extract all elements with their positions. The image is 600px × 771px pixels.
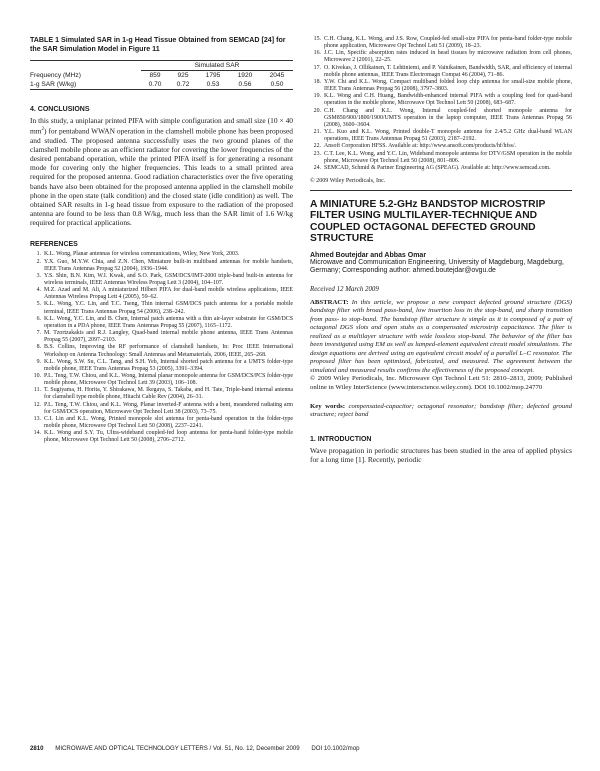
reference-text: K.L. Wong and C.H. Huang, Bandwidth-enhanced internal PIFA with a coupling feed for quad-band operation in the mobile phone, Microwave Opt Technol Lett 50 (2008), 683–687. <box>324 93 572 107</box>
reference-item <box>310 93 572 107</box>
reference-number: 2. <box>36 258 41 265</box>
page-footer <box>30 745 572 752</box>
doi: DOI 10.1002/mop <box>311 745 360 752</box>
reference-item <box>30 251 293 258</box>
sar-table <box>30 60 293 90</box>
reference-item <box>30 330 293 344</box>
page-number: 2810 <box>30 745 44 752</box>
reference-number: 1. <box>36 251 41 258</box>
table-cell: 1795 <box>205 72 221 79</box>
reference-item <box>310 79 572 93</box>
reference-text: K.L. Wong and S.Y. Tu, Ultra-wideband coupled-fed loop antenna for penta-band folder-type mobile phone, Microwave Opt Technol Lett 50 (2008), 2706–2712. <box>44 430 293 444</box>
reference-text: K.L. Wong, Y.C. Lin, and T.C. Tseng, Thin internal GSM/DCS patch antenna for a portable mobile terminal, IEEE Trans Antennas Propag 54 (2006), 238–242. <box>44 301 293 315</box>
reference-number: 3. <box>36 272 41 279</box>
reference-number: 9. <box>36 358 41 365</box>
reference-number: 7. <box>36 330 41 337</box>
journal-info: MICROWAVE AND OPTICAL TECHNOLOGY LETTERS / Vol. 51, No. 12, December 2009 <box>55 745 300 752</box>
table-cell: 0.53 <box>197 80 229 90</box>
reference-text: Y.L. Kuo and K.L. Wong, Printed double-T monopole antenna for 2.4/5.2 GHz dual-band WLAN operations, IEEE Trans Antennas Propag 51 (2003), 2187–2192. <box>324 129 572 143</box>
reference-item <box>310 65 572 79</box>
reference-item <box>310 165 572 172</box>
reference-item <box>30 430 293 444</box>
reference-text: Y.W. Chi and K.L. Wong, Compact multiband folded loop chip antenna for small-size mobile phone, IEEE Trans Antennas Propag 56 (2008), 3797–3803. <box>324 78 572 93</box>
reference-item <box>30 273 293 287</box>
reference-number: 16. <box>313 50 321 57</box>
reference-item <box>30 287 293 301</box>
reference-number: 19. <box>313 93 321 100</box>
reference-text: O. Kivekas, J. Ollikainen, T. Lehtiniemi, and P. Vainikainen, Bandwidth, SAR, and efficiency of internal mobile phone antennas, IEEE Trans Electromagn Compat 46 (2004), 71–86. <box>324 64 572 78</box>
row-label: 1-g SAR (W/kg) <box>30 80 141 90</box>
reference-text: J.C. Lin, Specific absorption rates induced in head tissues by microwave radiation from cell phones, Microwave 2 (2001), 22–25. <box>324 50 572 64</box>
table-cell: 0.72 <box>169 80 197 90</box>
reference-number: 8. <box>36 344 41 351</box>
intro-heading: 1. INTRODUCTION <box>310 435 372 443</box>
reference-number: 15. <box>313 36 321 42</box>
reference-text: SEMCAD, Schmid & Partner Engineering AG (SPEAG). Available at: http://www.semcad.com. <box>324 164 551 171</box>
reference-text: Y.S. Shin, B.N. Kim, W.I. Kwak, and S.O. Park, GSM/DCS/IMT-2000 triple-band built-in antenna for wireless terminals, IEEE Antennas Wireless Propag Lett 3 (2004), 104–107. <box>44 272 293 286</box>
table-cell: 859 <box>149 72 161 79</box>
article-title: A MINIATURE 5.2-GHz BANDSTOP MICROSTRIP FILTER USING MULTILAYER-TECHNIQUE AND COUPLED OCTAGONAL DEFECTED GROUND STRUCTURE <box>310 198 546 244</box>
reference-number: 13. <box>33 415 41 422</box>
reference-text: Y.X. Guo, M.Y.W. Chia, and Z.N. Chen, Miniature built-in multiband antennas for mobile handsets, IEEE Trans Antennas Propag 52 (2004), 1936–1944. <box>44 258 293 272</box>
reference-item <box>30 402 293 416</box>
table-row <box>30 71 293 81</box>
table-cell: 0.70 <box>141 80 169 90</box>
reference-text: K.L. Wong, Y.C. Lin, and B. Chen, Internal patch antenna with a thin air-layer substrate for GSM/DCS operation in a PDA phone, IEEE Trans Antennas Propag 55 (2007), 1165–1172. <box>44 315 293 329</box>
reference-number: 20. <box>313 107 321 114</box>
reference-text: P.L. Teng, T.W. Chiou, and K.L. Wong, Planar inverted-F antenna with a bent, meandered radiating arm for GSM/DCS operation, Microwave Opt Technol Lett 38 (2003), 73–75. <box>44 401 293 415</box>
references-list-left <box>30 251 293 444</box>
reference-number: 4. <box>36 287 41 294</box>
abstract: ABSTRACT: In this article, we propose a new compact defected ground structure (DGS) bandstop filter with broad pass-band, low insertion loss in the stop-band, and sharp transition from pass- to stop-band. The bandstop filter structure is simple as it is composed of a pair of octagonal DGS slots and open stubs as a compensated microstrip capacitance. The filter is realized as a multilayer structure with wide lossless stop-band. The behavior of the filter has been investigated using EM as well as lumped-element equivalent circuit model simulations. The design equations are derived using an equivalent circuit model of a parallel L–C resonator. The proposed filter has been optimized, fabricated, and measured. The agreement between the simulated and measured results confirms the effectiveness of the proposed concept. © 2009 Wiley Periodicals, Inc. Microwave Opt Technol Lett 51: 2810–2813, 2009; Published online in Wiley InterScience (www.interscience.wiley.com). DOI 10.1002/mop.24770 <box>310 298 573 392</box>
article-authors: Ahmed Boutejdar and Abbas Omar <box>310 252 427 260</box>
reference-number: 14. <box>33 430 41 437</box>
left-column <box>30 36 293 445</box>
reference-item <box>30 344 293 358</box>
conclusions-heading: 4. CONCLUSIONS <box>30 106 90 113</box>
reference-number: 6. <box>36 315 41 322</box>
reference-number: 11. <box>33 387 41 394</box>
keywords: Key words: compensated-capacitor; octagonal resonator; bandstop filter; defected ground structure; reject band <box>310 402 572 419</box>
reference-number: 22. <box>313 143 321 150</box>
reference-text: M.Z. Azad and M. Ali, A miniaturized Hilbert PIFA for dual-band mobile wireless applications, IEEE Antennas Wireless Propag Lett 4 (2005), 59–62. <box>44 287 293 301</box>
reference-text: Ansoft Corporation HFSS. Available at: http://www.ansoft.com/products/hf/hfss/. <box>324 143 517 150</box>
reference-number: 12. <box>33 401 41 408</box>
reference-item <box>310 129 572 143</box>
article-divider <box>310 190 572 191</box>
reference-text: K.L. Wong, S.W. Su, C.L. Tang, and S.H. Yeh, Internal shorted patch antenna for a UMTS folder-type mobile phone, IEEE Trans Antennas Propag 53 (2005), 3391–3394. <box>44 358 293 372</box>
reference-item <box>30 416 293 430</box>
table-cell: 2045 <box>269 72 285 79</box>
reference-number: 18. <box>313 78 321 85</box>
references-list-right <box>310 36 572 172</box>
conclusions-text: In this study, a uniplanar printed PIFA with simple configuration and small size (10 × 40 $mm^2$) for pentaband WWAN operation in the clamshell mobile phone has been proposed and studied. The proposed antenna successfully uses the two ground planes of the clamshell mobile phone as an efficient radiator for covering the lower frequencies of the desired pentaband operation, while the printed PIFA itself is for generating a resonant mode for covering only the higher frequencies. This leads to a small printed area required for the proposed antenna. Good radiation characteristics over the five operating bands have also been obtained for the proposed antenna applied in the clamshell mobile phone in the open state (talk condition) and the closed state (idle condition) as well. The obtained SAR results in 1-g head tissue from exposure to the radiation of the proposed antenna are found to be less than 0.8 W/kg, much less than the SAR limit of 1.6 W/kg required for practical applications. <box>30 116 293 228</box>
reference-item <box>310 50 572 64</box>
row-label: Frequency (MHz) <box>30 71 81 79</box>
reference-number: 17. <box>313 64 321 71</box>
article-affiliation: Microwave and Communication Engineering, University of Magdeburg, Magdeburg, Germany; Corresponding author: ahmed.boutejdar@ovgu.de <box>310 259 564 275</box>
reference-item <box>30 316 293 330</box>
reference-text: C.H. Chang, K.L. Wong, and J.S. Row, Coupled-fed small-size PIFA for penta-band folder-type mobile phone application, Microwave Opt Technol Lett 51 (2009), 18–23. <box>324 36 572 50</box>
reference-text: C.I. Lin and K.L. Wong, Printed monopole slot antenna for penta-band operation in the folder-type mobile phone, Microwave Opt Technol Lett 50 (2008), 2237–2241. <box>44 415 293 430</box>
table-cell: 925 <box>177 72 189 79</box>
intro-text: Wave propagation in periodic structures has been studied in the area of applied physics for a long time [1]. Recently, periodic <box>310 445 572 464</box>
table-cell: 0.56 <box>229 80 261 90</box>
reference-text: C.H. Chang and K.L. Wong, Internal coupled-fed shorted monopole antenna for GSM850/900/1800/1900/UMTS operation in the laptop computer, IEEE Trans Antennas Propag 56 (2008), 3600–3604. <box>324 107 572 128</box>
reference-item <box>310 108 572 129</box>
reference-item <box>310 36 572 50</box>
reference-item <box>310 151 572 165</box>
reference-text: B.S. Collins, Improving the RF performance of clamshell handsets, In: Proc IEEE International Workshop on Antenna Technology: Small Antennas and Metamaterials, 2006, IEEE, 265–268. <box>44 344 293 358</box>
received-date: Received 12 March 2009 <box>310 285 379 293</box>
table-caption: TABLE 1 Simulated SAR in 1-g Head Tissue Obtained from SEMCAD [24] for the SAR Simulation Model in Figure 11 <box>30 36 286 53</box>
reference-number: 10. <box>33 373 41 379</box>
reference-item <box>310 143 572 150</box>
reference-text: P.L. Teng, T.W. Chiou, and K.L. Wong, Internal planar monopole antenna for GSM/DCS/PCS folder-type mobile phone, Microwave Opt Technol Lett 39 (2003), 106–108. <box>44 373 293 387</box>
reference-item <box>30 359 293 373</box>
table-cell: 0.50 <box>261 80 293 90</box>
reference-item <box>30 301 293 315</box>
reference-item <box>30 259 293 273</box>
right-column <box>310 36 572 464</box>
reference-number: 21. <box>313 129 321 136</box>
table-span-header: Simulated SAR <box>141 61 293 71</box>
table-row <box>30 80 293 90</box>
references-heading: REFERENCES <box>30 241 78 249</box>
table-cell: 1920 <box>237 72 253 79</box>
reference-number: 24. <box>313 164 321 171</box>
reference-text: K.L. Wong, Planar antennas for wireless communications, Wiley, New York, 2003. <box>44 251 240 258</box>
reference-item <box>30 373 293 387</box>
reference-item <box>30 387 293 401</box>
reference-text: C.T. Lee, K.L. Wong, and Y.C. Lin, Wideband monopole antenna for DTV/GSM operation in the mobile phone, Microwave Opt Technol Lett 50 (2008), 801–806. <box>324 150 572 164</box>
copyright-previous: © 2009 Wiley Periodicals, Inc. <box>310 177 386 184</box>
reference-text: T. Sugiyama, H. Horita, Y. Shirakawa, M. Ikegaya, S. Takaba, and H. Tate, Triple-band internal antenna for clamshell type mobile phone, Hitachi Cable Rev (2004), 26–31. <box>44 387 293 401</box>
reference-number: 5. <box>36 301 41 308</box>
reference-number: 23. <box>313 150 321 157</box>
reference-text: M. Tzortzakakis and R.J. Langley, Quad-band internal mobile phone antenna, IEEE Trans Antennas Propag 55 (2007), 2097–2103. <box>44 330 293 344</box>
